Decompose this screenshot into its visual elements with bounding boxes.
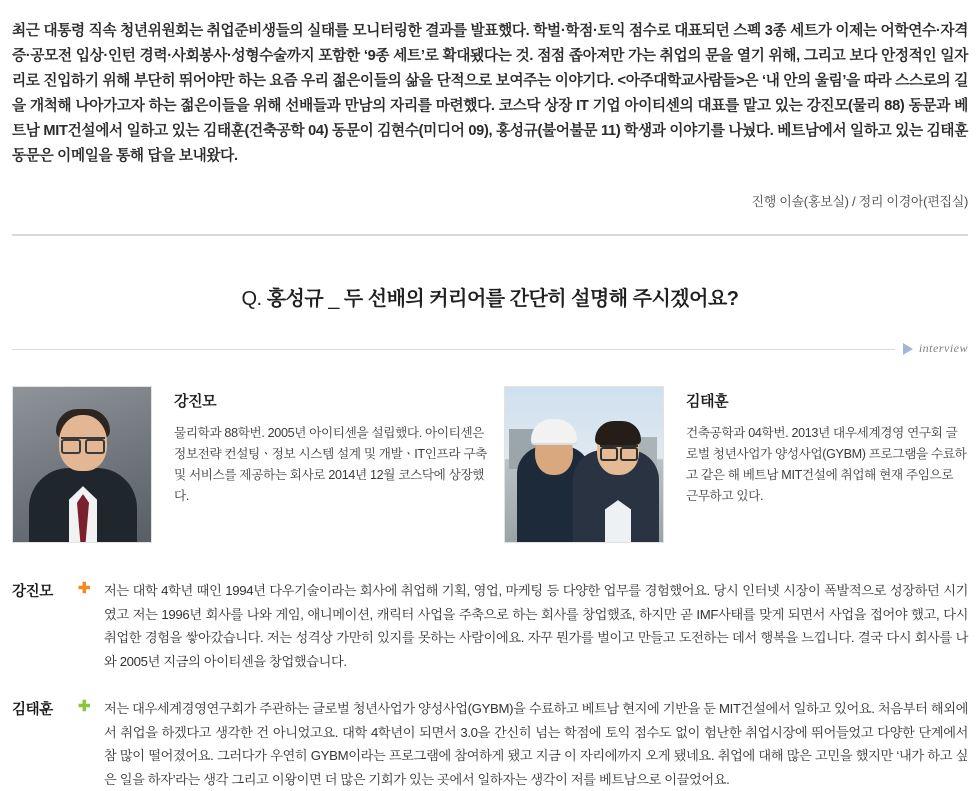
- section-divider: [12, 234, 968, 236]
- profile-desc-1: 물리학과 88학번. 2005년 아이티센을 설립했다. 아이티센은 정보전략 컨설팅ㆍ정보 시스템 설계 및 개발ㆍIT인프라 구축 및 서비스를 제공하는 회사로 2014년 12월 코스닥에 상장했다.: [174, 426, 487, 503]
- arrow-right-icon: [903, 343, 913, 355]
- profile-photo-2: [504, 386, 664, 543]
- interview-tag: [895, 341, 968, 356]
- profile-info-2: [664, 386, 968, 543]
- profile-name-1: 강진모: [174, 393, 217, 411]
- question-mark: Q.: [241, 288, 262, 311]
- interview-divider: [12, 341, 968, 368]
- byline-credit: 진행 이솔(홍보실) / 정리 이경아(편집실): [751, 194, 968, 210]
- question-heading: [12, 282, 968, 311]
- profile-card-1: [12, 386, 490, 543]
- answer-text-1: 저는 대학 4학년 때인 1994년 다우기술이라는 회사에 취업해 기획, 영업, 마케팅 등 다양한 업무를 경험했어요. 당시 인터넷 시장이 폭발적으로 성장하던 시기였고 저는 1996년 회사를 나와 게임, 애니메이션, 캐릭터 사업을 주축으로 하는 회사를 창업했죠, 하지만 곧 IMF사태를 맞게 되면서 사업을 접어야 했고, 다시 취업한 경험을 쌓아갔습니다. 저는 성격상 가만히 있지를 못하는 사람이에요. 자꾸 뭔가를 벌이고 만들고 도전하는 데서 행복을 느낍니다. 결국 다시 회사를 나와 2005년 지금의 아이티센을 창업했습니다.: [104, 583, 968, 669]
- plus-bullet-icon: ✚: [78, 698, 91, 716]
- answer-speaker-2: 김태훈: [12, 702, 53, 719]
- profiles-row: [12, 386, 968, 543]
- interview-label: interview: [918, 341, 968, 356]
- answer-block-2: [12, 697, 968, 791]
- profile-photo-1: [12, 386, 152, 543]
- question-asker-name: 홍성규: [266, 288, 324, 311]
- plus-bullet-icon: ✚: [78, 580, 91, 598]
- intro-paragraph: 최근 대통령 직속 청년위원회는 취업준비생들의 실태를 모니터링한 결과를 발표했다. 학벌·학점·토익 점수로 대표되던 스펙 3종 세트가 이제는 어학연수·자격증·공모전 입상·인턴 경력·사회봉사·성형수술까지 포함한 ‘9종 세트’로 확대됐다는 것. 점점 좁아져만 가는 취업의 문을 열기 위해, 그리고 보다 안정적인 일자리로 진입하기 위해 부단히 뛰어야만 하는 요즘 우리 젊은이들의 삶을 단적으로 보여주는 이야기다. <아주대학교사람들>은 ‘내 안의 울림’을 따라 스스로의 길을 개척해 나아가고자 하는 젊은이들을 위해 선배들과 만남의 자리를 마련했다. 코스닥 상장 IT 기업 아이티센의 대표를 맡고 있는 강진모(물리 88) 동문과 베트남 MIT건설에서 일하고 있는 김태훈(건축공학 04) 동문이 김현수(미디어 09), 홍성규(불어불문 11) 학생과 이야기를 나눴다. 베트남에서 일하고 있는 김태훈 동문은 이메일을 통해 답을 보내왔다.: [12, 22, 968, 165]
- profile-info-1: [152, 386, 490, 543]
- question-text: 두 선배의 커리어를 간단히 설명해 주시겠어요?: [343, 288, 739, 311]
- profile-desc-2: 건축공학과 04학번. 2013년 대우세계경영 연구회 글로벌 청년사업가 양성사업(GYBM) 프로그램을 수료하고 같은 해 베트남 MIT건설에 취업해 현재 주임으로 근무하고 있다.: [686, 426, 967, 503]
- question-separator: _: [328, 288, 339, 311]
- answer-block-1: [12, 579, 968, 673]
- answer-speaker-1: 강진모: [12, 584, 53, 601]
- profile-name-2: 김태훈: [686, 393, 729, 411]
- article-page: [0, 15, 980, 787]
- profile-card-2: [490, 386, 968, 543]
- answers-section: [12, 579, 968, 791]
- answer-text-2: 저는 대우세계경영연구회가 주관하는 글로벌 청년사업가 양성사업(GYBM)을 수료하고 베트남 현지에 기반을 둔 MIT건설에서 일하고 있어요. 처음부터 해외에서 취업을 하겠다고 생각한 건 아니었고요. 대학 4학년이 되면서 3.0을 간신히 넘는 학점에 토익 점수도 없이 험난한 취업시장에 뛰어들었고 다양한 단계에서 참 많이 떨어졌어요. 그러다가 우연히 GYBM이라는 프로그램에 참여하게 됐고 지금 이 자리에까지 오게 됐네요. 취업에 대해 많은 고민을 했지만 ‘내가 하고 싶은 일을 하자’라는 생각 그리고 이왕이면 더 많은 기회가 있는 곳에서 일하자는 생각이 저를 베트남으로 이끌었어요.: [104, 701, 968, 787]
